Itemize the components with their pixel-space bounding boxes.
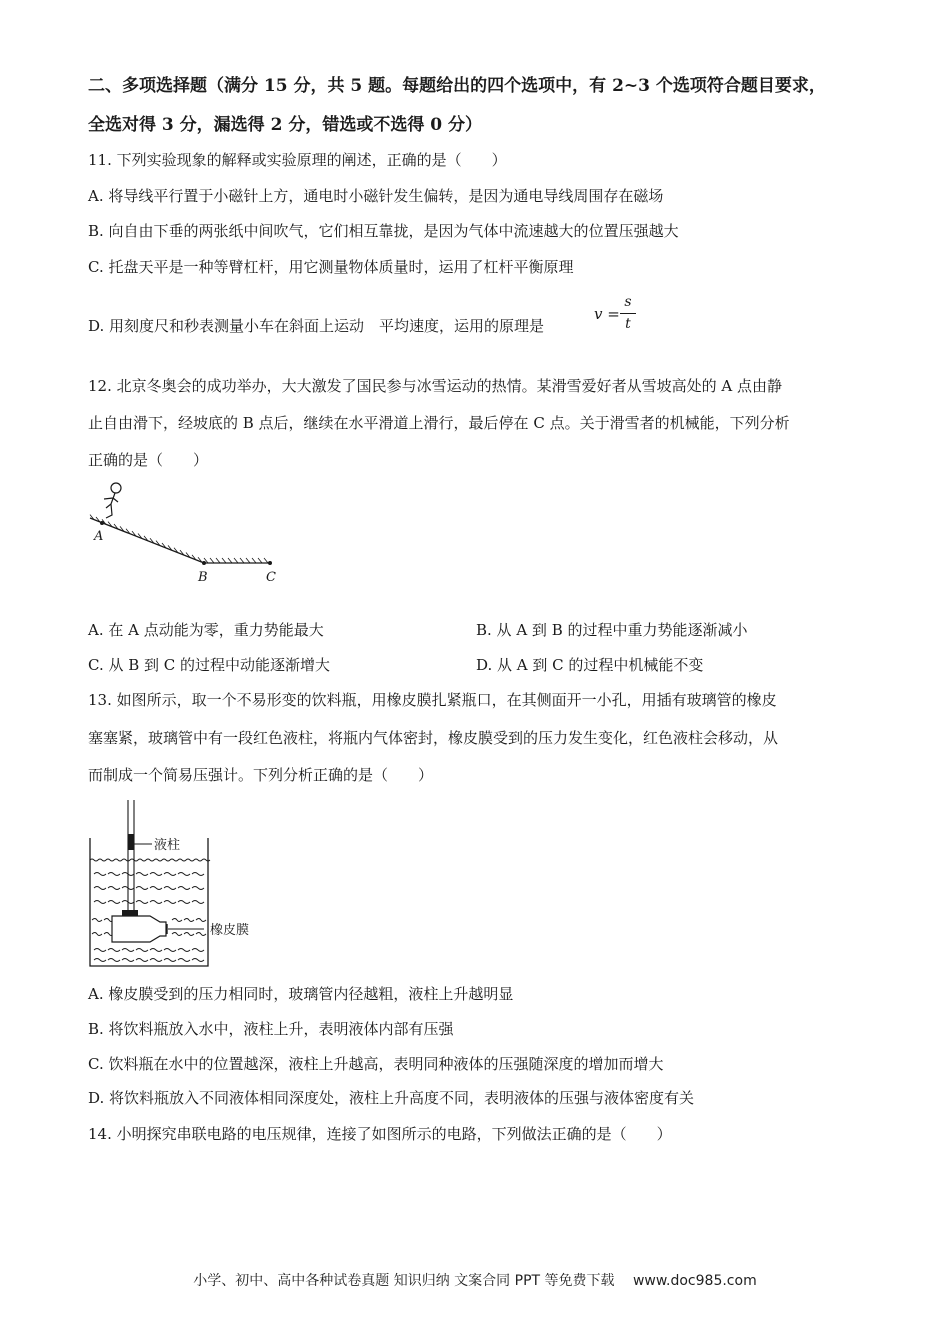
formula-numerator: s	[624, 294, 632, 310]
fraction-bar	[620, 313, 636, 314]
page-footer: 小学、初中、高中各种试卷真题 知识归纳 文案合同 PPT 等免费下载 www.doc985.com	[193, 1273, 757, 1289]
q12-line1: 12. 北京冬奥会的成功举办，大大激发了国民参与冰雪运动的热情。某滑雪爱好者从雪坡高处的 A 点由静	[88, 377, 782, 395]
point-a-label: A	[94, 529, 104, 544]
formula-lhs: v =	[594, 305, 620, 323]
q13-option-b: B. 将饮料瓶放入水中，液柱上升，表明液体内部有压强	[88, 1020, 454, 1038]
q11-option-b: B. 向自由下垂的两张纸中间吹气，它们相互靠拢，是因为气体中流速越大的位置压强越大	[88, 222, 679, 240]
formula-denominator: t	[625, 316, 631, 332]
q13-option-c: C. 饮料瓶在水中的位置越深，液柱上升越高，表明同种液体的压强随深度的增加而增大	[88, 1055, 664, 1073]
ski-slope-figure	[82, 478, 292, 588]
q12-option-a: A. 在 A 点动能为零，重力势能最大	[88, 621, 324, 639]
q12-line2: 止自由滑下，经坡底的 B 点后，继续在水平滑道上滑行，最后停在 C 点。关于滑雪者的机械能，下列分析	[88, 414, 790, 432]
q13-line2: 塞塞紧，玻璃管中有一段红色液柱，将瓶内气体密封，橡皮膜受到的压力发生变化，红色液柱会移动，从	[88, 729, 779, 747]
q12-option-b: B. 从 A 到 B 的过程中重力势能逐渐减小	[476, 621, 748, 639]
q12-option-d: D. 从 A 到 C 的过程中机械能不变	[476, 656, 704, 674]
q11-option-a: A. 将导线平行置于小磁针上方，通电时小磁针发生偏转，是因为通电导线周围存在磁场	[88, 187, 664, 205]
section-header-line1: 二、多项选择题（满分 15 分，共 5 题。每题给出的四个选项中，有 2~3 个选项符合题目要求，	[88, 76, 826, 96]
q11-option-c: C. 托盘天平是一种等臂杠杆，用它测量物体质量时，运用了杠杆平衡原理	[88, 258, 574, 276]
q13-option-d: D. 将饮料瓶放入不同液体相同深度处，液柱上升高度不同，表明液体的压强与液体密度有关	[88, 1089, 695, 1107]
q11-option-d: D. 用刻度尺和秒表测量小车在斜面上运动 平均速度，运用的原理是	[88, 317, 545, 335]
q13-option-a: A. 橡皮膜受到的压力相同时，玻璃管内径越粗，液柱上升越明显	[88, 985, 514, 1003]
pressure-gauge-figure	[86, 800, 266, 970]
point-b-label: B	[198, 570, 208, 585]
q11-stem: 11. 下列实验现象的解释或实验原理的阐述，正确的是（ ）	[88, 151, 507, 169]
rubber-membrane-label: 橡皮膜	[210, 923, 250, 938]
point-c-label: C	[266, 570, 276, 585]
liquid-column-label: 液柱	[154, 838, 181, 853]
q13-line3: 而制成一个简易压强计。下列分析正确的是（ ）	[88, 766, 434, 784]
section-header-line2: 全选对得 3 分，漏选得 2 分，错选或不选得 0 分）	[88, 115, 482, 135]
q12-line3: 正确的是（ ）	[88, 451, 209, 469]
q14-stem: 14. 小明探究串联电路的电压规律，连接了如图所示的电路，下列做法正确的是（ ）	[88, 1125, 672, 1143]
q12-option-c: C. 从 B 到 C 的过程中动能逐渐增大	[88, 656, 331, 674]
q13-line1: 13. 如图所示，取一个不易形变的饮料瓶，用橡皮膜扎紧瓶口，在其侧面开一小孔，用插有玻璃管的橡皮	[88, 691, 777, 709]
